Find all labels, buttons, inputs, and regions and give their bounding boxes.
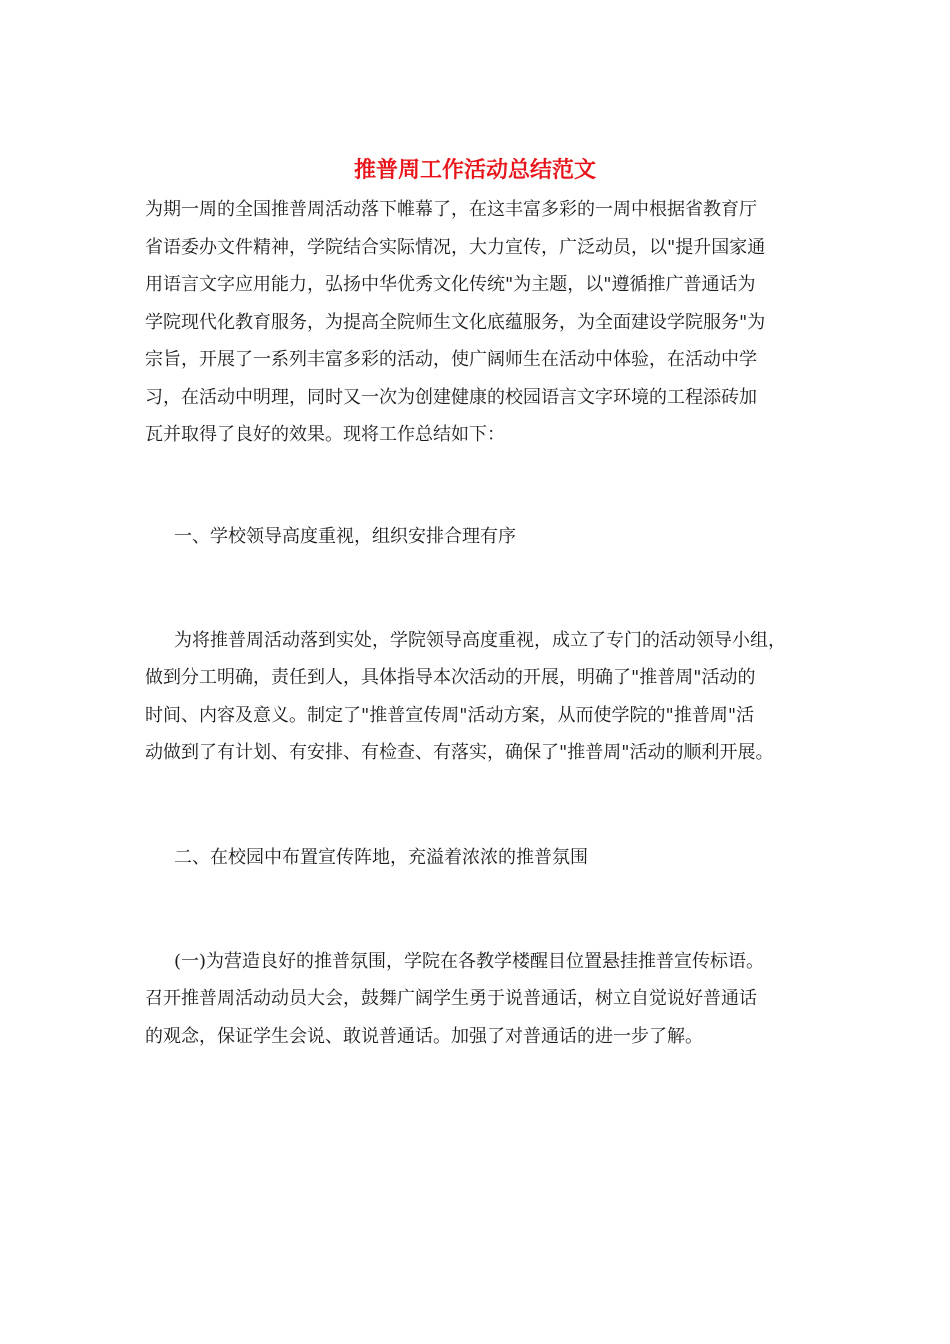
intro-line: 宗旨，开展了一系列丰富多彩的活动，使广阔师生在活动中体验，在活动中学 (145, 349, 757, 370)
document-title: 推普周工作活动总结范文 (353, 157, 596, 183)
intro-line: 习，在活动中明理，同时又一次为创建健康的校园语言文字环境的工程添砖加 (145, 387, 757, 408)
section1-line: 动做到了有计划、有安排、有检查、有落实，确保了"推普周"活动的顺利开展。 (145, 742, 774, 763)
section1-line: 做到分工明确，责任到人，具体指导本次活动的开展，明确了"推普周"活动的 (145, 667, 756, 688)
intro-line: 省语委办文件精神，学院结合实际情况，大力宣传，广泛动员，以"提升国家通 (145, 237, 766, 258)
intro-line: 用语言文字应用能力，弘扬中华优秀文化传统"为主题，以"遵循推广普通话为 (145, 274, 756, 295)
intro-line: 为期一周的全国推普周活动落下帷幕了，在这丰富多彩的一周中根据省教育厅 (145, 199, 757, 220)
section2-line: 召开推普周活动动员大会，鼓舞广阔学生勇于说普通话，树立自觉说好普通话 (145, 988, 757, 1009)
section2-line: (一)为营造良好的推普氛围，学院在各教学楼醒目位置悬挂推普宣传标语。 (174, 951, 765, 972)
section2-heading: 二、在校园中布置宣传阵地，充溢着浓浓的推普氛围 (174, 847, 588, 868)
section1-heading: 一、学校领导高度重视，组织安排合理有序 (174, 526, 516, 547)
section2-line: 的观念，保证学生会说、敢说普通话。加强了对普通话的进一步了解。 (145, 1026, 703, 1047)
intro-line: 瓦并取得了良好的效果。现将工作总结如下： (145, 424, 505, 445)
section1-line: 为将推普周活动落到实处，学院领导高度重视，成立了专门的活动领导小组， (174, 630, 786, 651)
intro-line: 学院现代化教育服务，为提高全院师生文化底蕴服务，为全面建设学院服务"为 (145, 312, 766, 333)
section1-line: 时间、内容及意义。制定了"推普宣传周"活动方案，从而使学院的"推普周"活 (145, 705, 755, 726)
